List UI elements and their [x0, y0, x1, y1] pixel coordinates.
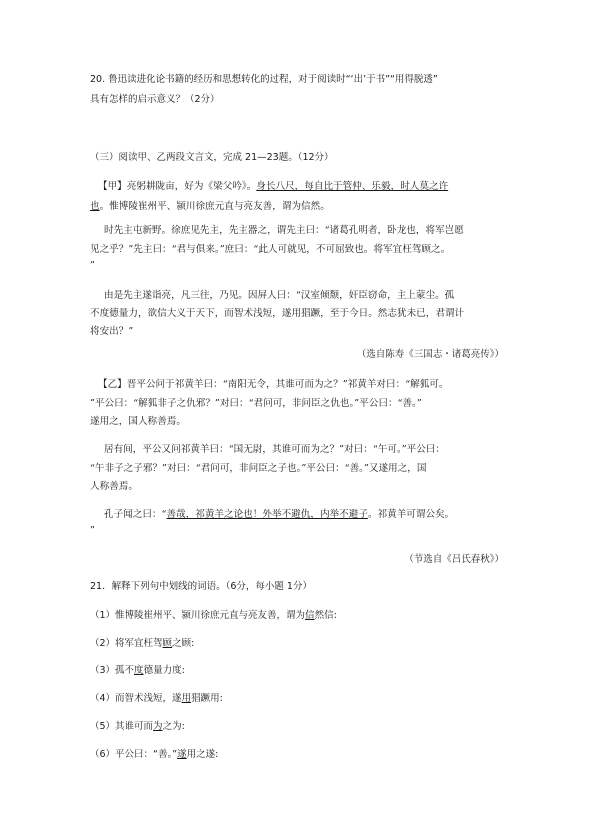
question-21-item-5: （5）其谁可而为之为:	[90, 721, 185, 732]
passage-jia-p1-lead: 【甲】亮躬耕陇亩，好为《梁父吟》。	[98, 181, 257, 192]
passage-jia-p3-line-3: 将安出？”	[90, 326, 134, 337]
passage-yi-p1-line-2: ”平公曰：“解狐非子之仇邪？”对曰：“君问可，非问臣之仇也。”平公曰：“善。”	[90, 398, 422, 409]
underlined-word: 信	[305, 610, 315, 621]
passage-jia-p3-line-2: 不度德量力，欲信大义于天下，而智术浅短，遂用猖蹶，至于今日。然志犹未已，君谓计	[90, 308, 465, 319]
underlined-word: 用	[181, 693, 192, 704]
underlined-word: 顾	[162, 638, 173, 649]
passage-jia-p2-line-3: ”	[90, 260, 95, 271]
passage-yi-underlined-quote: 善哉，祁黄羊之论也！外举不避仇，内举不避子	[166, 509, 368, 520]
underlined-word: 为	[153, 721, 163, 732]
passage-yi-p3-line-1	[104, 508, 454, 521]
passage-jia-p1-rest: 。惟博陵崔州平、颍川徐庶元直与亮友善，谓为信然。	[99, 201, 330, 212]
question-21-item-1: （1）惟博陵崔州平、颍川徐庶元直与亮友善，谓为信然信:	[90, 610, 337, 621]
question-20-line-1: 20. 鲁迅读进化论书籍的经历和思想转化的过程，对于阅读时“‘出’于书”“用得脱透”	[90, 74, 438, 85]
passage-yi-p3-lead: 孔子闻之曰：“	[104, 509, 167, 520]
passage-yi-p2-line-1: 居有间，平公又问祁黄羊曰：“国无尉，其谁可而为之？”对曰：“午可。”平公曰：	[104, 444, 446, 455]
passage-yi-p3-line-2: ”	[90, 525, 95, 536]
passage-jia-p2-line-2: 见之乎？”先主曰：“君与俱来。”庶曰：“此人可就见，不可屈致也。将军宜枉驾顾之。	[90, 244, 451, 255]
passage-yi-source: （节选自《吕氏春秋》）	[404, 554, 504, 565]
passage-yi-p1-line-3: 遂用之，国人称善焉。	[90, 416, 186, 427]
passage-yi-p2-line-2: “午非子之子邪？”对曰：“君问可，非问臣之子也。”平公曰：“善。”又遂用之，国	[90, 463, 427, 474]
underlined-word: 度	[134, 665, 144, 676]
passage-jia-p2-line-1: 时先主屯新野。徐庶见先主，先主器之，谓先主曰：“诸葛孔明者，卧龙也，将军岂愿	[104, 225, 464, 236]
passage-yi-p3-rest: 。祁黄羊可谓公矣。	[367, 509, 455, 520]
underlined-word: 遂	[177, 749, 187, 760]
passage-jia-underlined-end: 也	[90, 201, 100, 212]
question-20-line-2: 具有怎样的启示意义？（2分）	[90, 94, 220, 105]
section-3-header: （三）阅读甲、乙两段文言文，完成 21—23题。（12分）	[90, 152, 334, 163]
question-21-item-4: （4）而智术浅短，遂用猖蹶用:	[90, 693, 223, 704]
question-21-item-6: （6）平公曰：“善。”遂用之遂:	[90, 749, 219, 760]
question-21-item-2: （2）将军宜枉驾顾之顾:	[90, 638, 195, 649]
question-21-item-3: （3）孤不度德量力度:	[90, 665, 185, 676]
question-21-title: 21．解释下列句中划线的词语。（6分，每小题 1分）	[90, 581, 312, 592]
passage-yi-p2-line-3: 人称善焉。	[90, 481, 138, 492]
passage-jia-underlined-sentence: 身长八尺，每自比于管仲、乐毅，时人莫之许	[256, 181, 449, 192]
passage-jia-p1-line-2	[90, 200, 330, 213]
passage-jia-source: （选自陈寿《三国志・诸葛亮传》）	[356, 349, 504, 360]
passage-jia-p1-line-1	[98, 180, 448, 193]
passage-yi-p1-line-1: 【乙】晋平公问于祁黄羊曰：“南阳无令，其谁可而为之？”祁黄羊对曰：“解狐可。	[98, 379, 449, 390]
passage-jia-p3-line-1: 由是先主遂诣亮，凡三往，乃见。因屏人曰：“汉室倾颓，奸臣窃命，主上蒙尘。孤	[104, 290, 455, 301]
